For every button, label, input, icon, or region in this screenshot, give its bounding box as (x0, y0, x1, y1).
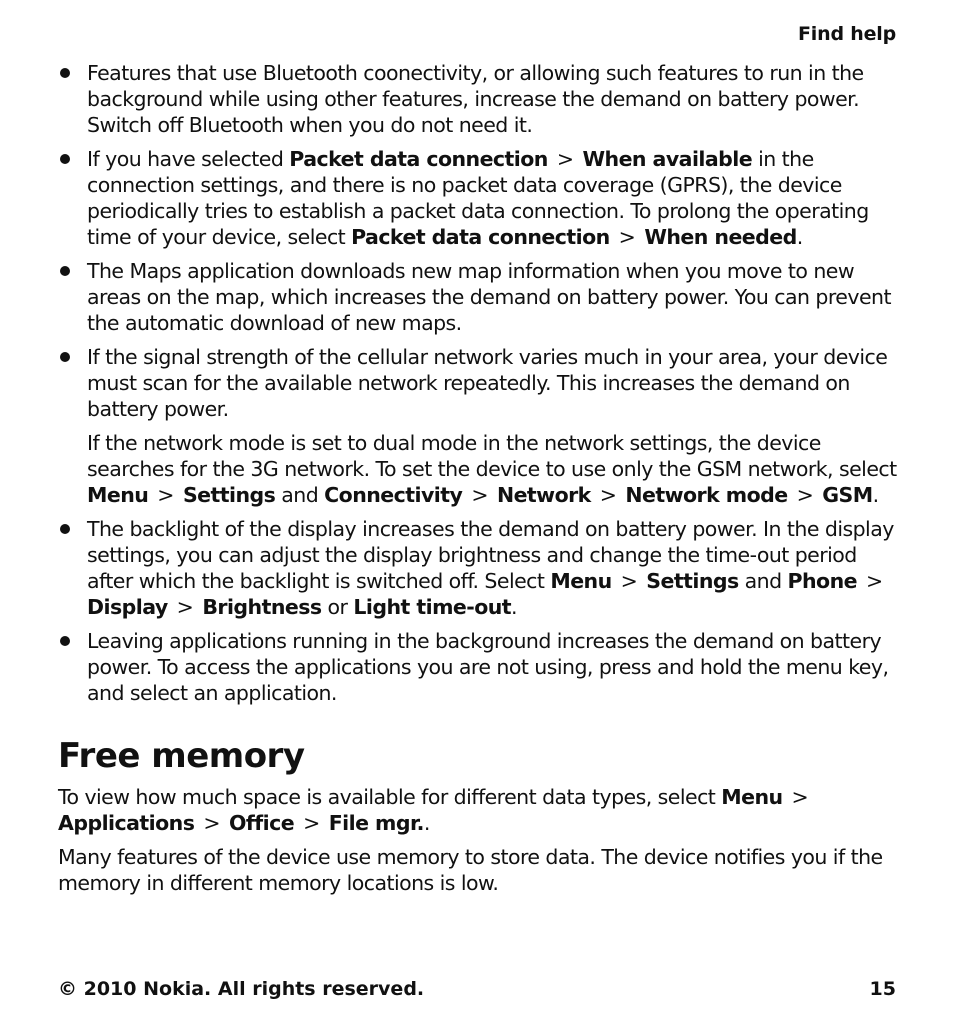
menu-path-item: Network mode (625, 483, 788, 507)
section-body (58, 784, 900, 896)
menu-path-item: Menu (721, 785, 783, 809)
menu-path-item: File mgr. (328, 811, 424, 835)
menu-path-item: Packet data connection (351, 225, 610, 249)
text-run: and (738, 569, 788, 593)
text-run: To view how much space is available for different data types, select (58, 785, 722, 809)
menu-path-item: Settings (646, 569, 739, 593)
text-run: . (423, 811, 430, 835)
bullet-icon (60, 636, 70, 646)
bullet-icon (60, 68, 70, 78)
menu-path-item: Connectivity (324, 483, 463, 507)
path-separator: > (796, 483, 814, 507)
list-item-note (58, 430, 900, 508)
list-item (58, 146, 900, 250)
list-item (58, 628, 900, 706)
tips-list (58, 60, 900, 706)
list-item (58, 516, 900, 620)
path-separator: > (791, 785, 809, 809)
menu-path-item: Brightness (202, 595, 322, 619)
list-item-text (87, 146, 900, 250)
page-footer (58, 978, 896, 1000)
section-heading: Free memory (58, 736, 305, 776)
list-item-text (87, 516, 900, 620)
text-run: in the connection settings, and there is no packet data coverage (GPRS), the device periodically tries to establish a packet data connection. To prolong the operating time of your device, select (87, 147, 869, 249)
menu-path-item: Menu (550, 569, 612, 593)
copyright-notice: © 2010 Nokia. All rights reserved. (58, 978, 425, 1000)
text-run: Many features of the device use memory to store data. The device notifies you if the memory in different memory locations is low. (58, 845, 883, 895)
menu-path-item: Settings (182, 483, 276, 507)
text-run: If the network mode is set to dual mode in the network settings, the device searches for the 3G network. To set the device to use only the GSM network, select (87, 431, 897, 481)
text-run: . (511, 595, 517, 619)
list-item (58, 258, 900, 336)
menu-path-item: When needed (644, 225, 797, 249)
path-separator: > (157, 483, 174, 507)
path-separator: > (620, 569, 638, 593)
path-separator: > (556, 147, 574, 171)
list-item (58, 60, 900, 138)
path-separator: > (471, 483, 488, 507)
path-separator: > (618, 225, 636, 249)
text-run: . (796, 225, 803, 249)
path-separator: > (203, 811, 221, 835)
path-separator: > (303, 811, 320, 835)
bullet-icon (60, 154, 70, 164)
running-header: Find help (798, 23, 896, 45)
menu-path-item: Office (229, 811, 295, 835)
text-run: If the signal strength of the cellular network varies much in your area, your device must scan for the available network repeatedly. This increases the demand on battery power. (87, 345, 888, 421)
text-run: . (872, 483, 879, 507)
section-paragraph (58, 784, 900, 836)
menu-path-item: Menu (87, 483, 149, 507)
bullet-icon (60, 352, 70, 362)
list-item (58, 344, 900, 422)
list-item-text (87, 258, 900, 336)
text-run: If you have selected (87, 147, 290, 171)
menu-path-item: Phone (787, 569, 857, 593)
text-run: The Maps application downloads new map information when you move to new areas on the map, which increases the demand on battery power. You can prevent the automatic download of new maps. (87, 259, 891, 335)
menu-path-item: Light time-out (353, 595, 512, 619)
text-run: The backlight of the display increases the demand on battery power. In the display settings, you can adjust the display brightness and change the time-out period after which the backlight is switched off. Select (87, 517, 894, 593)
bullet-icon (60, 524, 70, 534)
menu-path-item: GSM (822, 483, 873, 507)
text-run: and (275, 483, 325, 507)
text-run: or (321, 595, 354, 619)
text-run: Features that use Bluetooth coonectivity, or allowing such features to run in the background while using other features, increase the demand on battery power. Switch off Bluetooth when you do not need it. (87, 61, 864, 137)
bullet-icon (60, 266, 70, 276)
section-paragraph (58, 844, 900, 896)
path-separator: > (599, 483, 617, 507)
page-content (58, 60, 900, 904)
list-item-text (87, 628, 900, 706)
menu-path-item: When available (582, 147, 753, 171)
menu-path-item: Network (496, 483, 591, 507)
menu-path-item: Display (87, 595, 168, 619)
text-run: Leaving applications running in the background increases the demand on battery power. To access the applications you are not using, press and hold the menu key, and select an application. (87, 629, 889, 705)
menu-path-item: Applications (58, 811, 195, 835)
list-item-text (87, 60, 900, 138)
page-number: 15 (869, 978, 896, 1000)
path-separator: > (176, 595, 194, 619)
path-separator: > (865, 569, 883, 593)
list-item-text (87, 344, 900, 422)
menu-path-item: Packet data connection (289, 147, 548, 171)
